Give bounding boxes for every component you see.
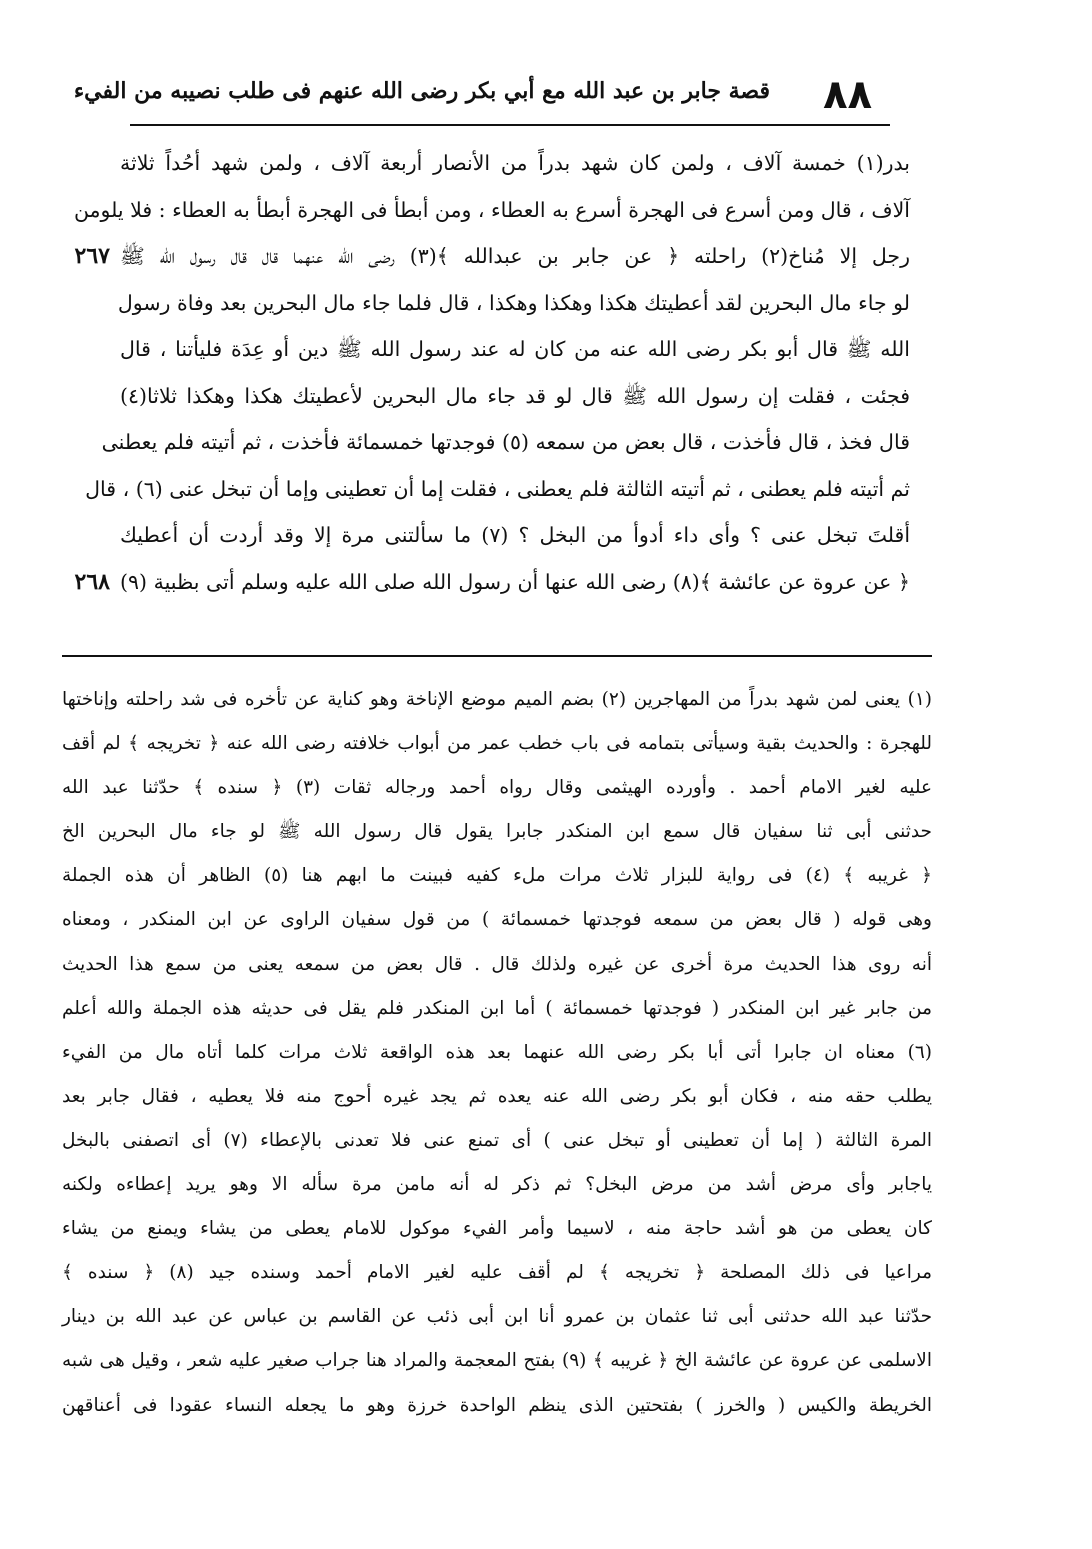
main-text-line: فجئت ، فقلت إن رسول الله ﷺ قال لو قد جاء مال البحرين لأعطيتك هكذا وهكذا ثلاثا(٤) — [120, 383, 910, 408]
footnote-line: وهى قوله ( قال بعض من سمعه فوجدتها خمسمائة ) من قول سفيان الراوى عن ابن المنكدر ، ومعناه — [62, 909, 932, 931]
main-text-line: الله ﷺ قال أبو بكر رضى الله عنه من كان له عند رسول الله ﷺ دين أو عِدَة فليأتنا ، قال — [120, 337, 910, 361]
main-text-line: بدر(١) خمسة آلاف ، ولمن كان شهد بدراً من الأنصار أربعة آلاف ، ولمن شهد أحُداً ثلاثة — [120, 151, 910, 175]
main-text-line — [74, 233, 910, 280]
footnote-line: للهجرة : والحديث بقية وسيأتى بتمامه فى باب خطب عمر من أبواب خلافته رضى الله عنه ﴿ تخريجه ﴾ لم أقف — [62, 733, 932, 755]
main-text-line: آلاف ، قال ومن أسرع فى الهجرة أسرع به العطاء ، ومن أبطأ فى الهجرة أبطأ به العطاء : فلا يلومن — [73, 197, 910, 222]
main-text-line — [74, 559, 910, 606]
footnote-line: من جابر غير ابن المنكدر ( فوجدتها خمسمائة ) أما ابن المنكدر فلم يقل فى حديثه هذه الجملة والله أعلم — [62, 997, 932, 1019]
main-text-line: ثم أتيته فلم يعطنى ، ثم أتيته الثالثة فلم يعطنى ، فقلت إما أن تعطينى وإما أن تبخل عنى (٦) ، قال — [85, 476, 910, 501]
footnote-line: حدثنى أبى ثنا سفيان قال سمع ابن المنكدر جابرا يقول قال رسول الله ﷺ لو جاء مال البحرين الخ — [62, 821, 932, 843]
footnote-line: المرة الثالثة ( إما أن تعطينى أو تبخل عنى ) أى تمنع عنى فلا تعدنى بالإعطاء (٧) أى اتصفنى بالبخل — [62, 1129, 932, 1151]
main-text-line-content: رجل إلا مُناخ(٢) راحلته ﴿ عن جابر بن عبدالله ﴾(٣) رضى الله عنهما قال قال رسول الله ﷺ — [120, 244, 910, 268]
footnote-line: (٦) معناه ان جابرا أتى أبا بكر رضى الله عنهما بعد هذه الواقعة ثلاث مرات كلما أتاه مال من الفيء — [62, 1041, 932, 1063]
main-text-line: قال فخذ ، قال فأخذت ، قال بعض من سمعه (٥) فوجدتها خمسمائة فأخذت ، ثم أتيته فلم يعطنى — [101, 430, 910, 454]
footnote-line: الاسلمى عن عروة عن عائشة الخ ﴿ غريبه ﴾ (٩) بفتح المعجمة والمراد هنا جراب صغير عليه شعر ، وقيل هى شبه — [62, 1350, 932, 1372]
page-header — [73, 70, 890, 120]
header-divider — [130, 124, 890, 126]
footnote-line: حدّثنا عبد الله حدثنى أبى ثنا عثمان بن عمرو أنا ابن أبى ذئب عن القاسم بن عباس عن عبد الله بن دينار — [62, 1306, 932, 1328]
page-number: ٨٨ — [823, 72, 872, 118]
footnote-line: ﴿ غريبه ﴾ (٤) فى رواية للبزار ثلاث مرات ملء كفيه فبينت ما ابهم هنا (٥) الظاهر أن هذه الجملة — [62, 865, 933, 887]
footnotes — [62, 678, 932, 1428]
footnote-line: يطلب حقه منه ، فكان أبو بكر رضى الله عنه يعده ثم يجد غيره أحوج منه فلا يعطيه ، فقال جابر بعد — [62, 1085, 932, 1107]
main-text-line-content: ﴿ عن عروة عن عائشة ﴾(٨) رضى الله عنها أن رسول الله صلى الله عليه وسلم أتى بظبية (٩) — [120, 569, 910, 594]
footnote-line: عليه لغير الامام أحمد . وأورده الهيثمى وقال رواه أحمد ورجاله ثقات (٣) ﴿ سنده ﴾ حدّثنا عبد الله — [62, 777, 932, 799]
hadith-number: ٢٦٧ — [74, 243, 110, 269]
running-title: قصة جابر بن عبد الله مع أبي بكر رضى الله عنهم فى طلب نصيبه من الفيء — [73, 78, 770, 104]
main-text — [73, 140, 911, 605]
footnote-line: مراعيا فى ذلك المصلحة ﴿ تخريجه ﴾ لم أقف عليه لغير الامام أحمد وسنده جيد (٨) ﴿ سنده ﴾ — [62, 1262, 932, 1284]
footnote-line: الخريطة والكيس ( والخرز ) بفتحتين الذى ينظم الواحدة خرزة وهو ما يجعله النساء عقودا فى أعناقهن — [62, 1394, 932, 1416]
footnote-line: (١) يعنى لمن شهد بدراً من المهاجرين (٢) بضم الميم موضع الإناخة وهو كناية عن تأخره فى شد راحلته وإناختها — [62, 689, 932, 710]
hadith-number: ٢٦٨ — [74, 568, 110, 595]
footnote-line: أنه روى هذا الحديث مرة أخرى عن غيره ولذلك قال . قال بعض من سمعه يعنى من سمع هذا الحديث — [62, 953, 932, 975]
footnote-divider — [62, 655, 932, 657]
main-text-line: أقلتَ تبخل عنى ؟ وأى داء أدوأ من البخل ؟ (٧) ما سألتنى مرة إلا وقد أردت أن أعطيك — [120, 523, 911, 547]
main-text-line: لو جاء مال البحرين لقد أعطيتك هكذا وهكذا وهكذا ، قال فلما جاء مال البحرين بعد وفاة رسول — [117, 290, 910, 315]
footnote-line: ياجابر وأى مرض أشد من مرض البخل؟ ثم ذكر له أنه مامن مرة سأله الا وهو يريد إعطاءه ولكنه — [62, 1174, 932, 1196]
footnote-line: كان يعطى من هو أشد حاجة منه ، لاسيما وأمر الفيء موكول للامام يعطى من يشاء ويمنع من يشاء — [62, 1218, 932, 1240]
